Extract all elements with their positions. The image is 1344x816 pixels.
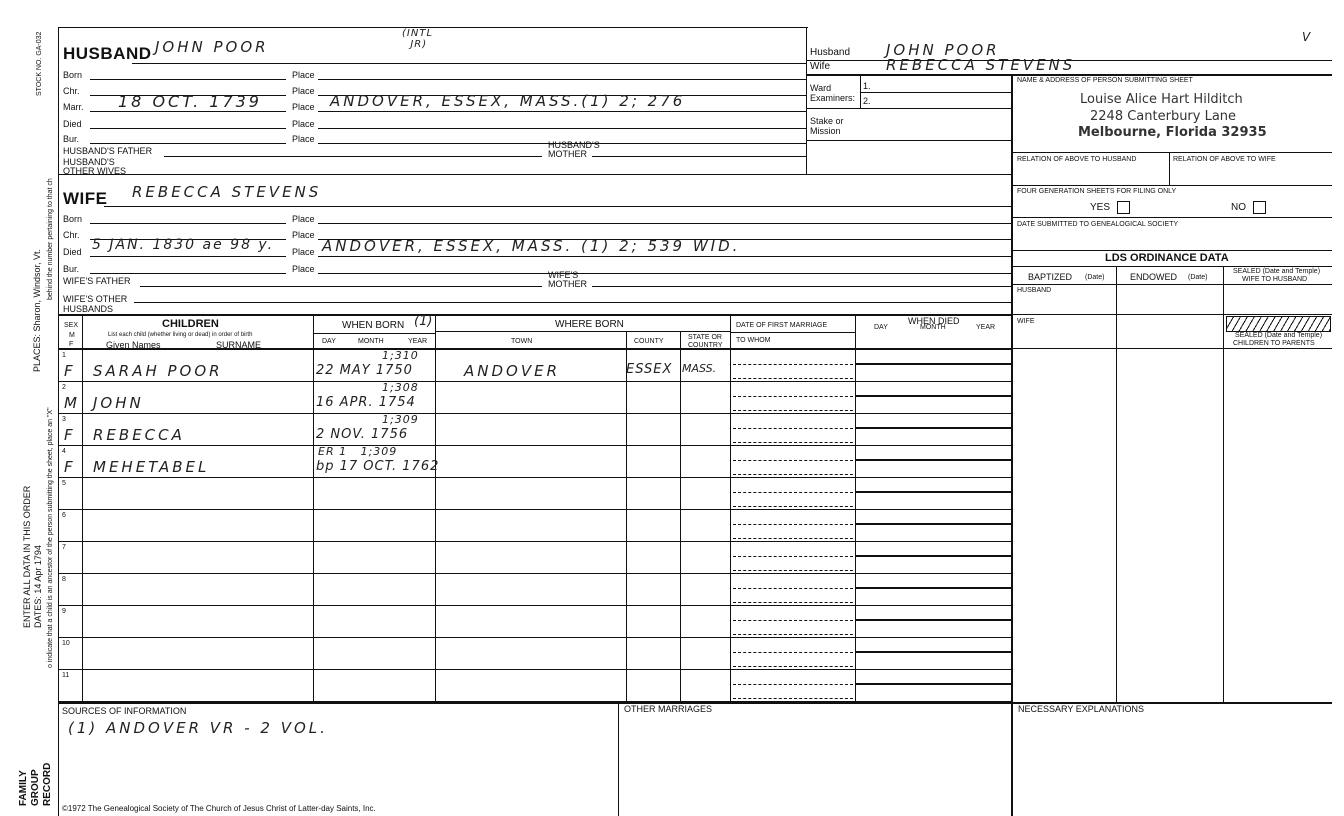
- child-row-number: 6: [62, 512, 66, 519]
- wife-mother-line: [592, 286, 1012, 287]
- child-row-number: 1: [62, 352, 66, 359]
- header-wife-value: REBECCA STEVENS: [886, 56, 1076, 74]
- submitter-line2: 2248 Canterbury Lane: [1090, 109, 1237, 124]
- relation-bottom: [1011, 185, 1332, 186]
- children-subheading: List each child (whether living or dead) in order of birth: [108, 332, 253, 338]
- no-label: NO: [1231, 202, 1246, 213]
- wife-born-place-label: Place: [292, 214, 315, 224]
- when-born-source-mark: (1): [414, 314, 433, 329]
- husband-died-place-label: Place: [292, 119, 315, 129]
- child-source-ref: ER 1 1;309: [318, 445, 398, 458]
- child-sex: F: [64, 362, 73, 380]
- yes-label: YES: [1090, 202, 1111, 213]
- other-marriages-divider: [618, 702, 619, 816]
- col-town-right: [626, 331, 627, 702]
- child-died-line: [855, 363, 1012, 365]
- when-born-sub-line: [313, 333, 435, 334]
- examiners-bottom: [806, 108, 1012, 109]
- husband-chr-place-label: Place: [292, 86, 315, 96]
- baptized-date-label: (Date): [1085, 274, 1105, 281]
- husband-section-bottom: [58, 174, 1012, 175]
- child-to-whom-line: [733, 602, 853, 603]
- child-marriage-date-line: [733, 428, 853, 429]
- wife-bur-date-line: [90, 273, 286, 274]
- copyright: ©1972 The Genealogical Society of The Church of Jesus Christ of Latter-day Saints, Inc.: [62, 804, 376, 813]
- child-to-whom-line: [733, 538, 853, 539]
- examiner-1: 1.: [863, 81, 871, 91]
- submitter-heading: NAME & ADDRESS OF PERSON SUBMITTING SHEET: [1017, 77, 1193, 84]
- first-marriage-sub-line: [730, 332, 856, 333]
- surname-label: SURNAME: [216, 340, 262, 350]
- child-to-whom-line: [733, 634, 853, 635]
- wife-name-line: [104, 206, 1012, 207]
- ward-label: Ward: [810, 83, 832, 93]
- child-row-bottom: [58, 605, 1012, 606]
- child-row-number: 5: [62, 480, 66, 487]
- header-husband-label: Husband: [810, 47, 851, 58]
- wife-chr-label: Chr.: [63, 230, 80, 240]
- wife-heading: WIFE: [63, 189, 108, 208]
- child-name: MEHETABEL: [93, 458, 210, 476]
- child-marriage-date-line: [733, 588, 853, 589]
- child-to-whom-line: [733, 410, 853, 411]
- behind-number-note: behind the number pertaining to that ch: [47, 178, 54, 300]
- husband-heading: HUSBAND: [63, 44, 152, 63]
- child-source-ref: 1;308: [382, 381, 419, 394]
- form-left-border: [58, 27, 59, 816]
- husband-marr-place: ANDOVER, ESSEX, MASS.(1) 2; 276: [330, 92, 686, 110]
- examiner-2: 2.: [863, 96, 871, 106]
- when-born-label: WHEN BORN: [342, 320, 405, 331]
- endowed-date-label: (Date): [1188, 274, 1208, 281]
- child-row-bottom: [58, 413, 1012, 414]
- husband-died-label: Died: [63, 119, 82, 129]
- child-row-bottom: [58, 381, 1012, 382]
- husband-born-date-line: [90, 79, 286, 80]
- lds-hatched-cell: [1226, 316, 1331, 332]
- husband-name-line: [132, 63, 806, 64]
- child-row-number: 8: [62, 576, 66, 583]
- died-day-label: DAY: [874, 324, 888, 331]
- relation-divider: [1169, 152, 1170, 185]
- husband-name-annotation: (INTL JR): [402, 28, 434, 50]
- husband-other-wives-label-1: HUSBAND'S: [63, 157, 115, 167]
- husband-other-wives-label-2: OTHER WIVES: [63, 166, 127, 176]
- col-state-right: [730, 314, 731, 702]
- child-row-bottom: [58, 445, 1012, 446]
- child-to-whom-line: [733, 442, 853, 443]
- husband-born-place-line: [318, 79, 806, 80]
- wife-father-label: WIFE'S FATHER: [63, 276, 131, 286]
- child-died-line: [855, 395, 1012, 397]
- relation-husband-label: RELATION OF ABOVE TO HUSBAND: [1017, 156, 1137, 163]
- lds-header-bottom: [1011, 284, 1332, 285]
- stake-label: Stake or: [810, 116, 844, 126]
- date-submitted-label: DATE SUBMITTED TO GENEALOGICAL SOCIETY: [1017, 221, 1179, 228]
- examiner-1-line: [860, 92, 1012, 93]
- header-husband-value: JOHN POOR: [886, 41, 1000, 59]
- wife-died-place-label: Place: [292, 247, 315, 257]
- child-town: ANDOVER: [464, 362, 560, 380]
- enter-data-note: ENTER ALL DATA IN THIS ORDER: [22, 485, 32, 628]
- stock-number: STOCK NO. GA-032: [36, 31, 43, 96]
- sources-value: (1) ANDOVER VR - 2 VOL.: [68, 719, 328, 737]
- child-died-line: [855, 523, 1012, 525]
- examiners-label: Examiners:: [810, 93, 856, 103]
- submitter-line3: Melbourne, Florida 32935: [1078, 125, 1267, 140]
- child-marriage-date-line: [733, 460, 853, 461]
- sealed-wife-label-2: WIFE TO HUSBAND: [1242, 276, 1308, 283]
- wife-mother-label-1: WIFE'S: [548, 270, 579, 280]
- mission-label: Mission: [810, 126, 841, 136]
- child-marriage-date-line: [733, 364, 853, 365]
- submitter-line1: Louise Alice Hart Hilditch: [1080, 92, 1243, 107]
- child-row-bottom: [58, 541, 1012, 542]
- child-to-whom-line: [733, 506, 853, 507]
- died-year-label: YEAR: [976, 324, 996, 331]
- sex-label: SEX: [64, 322, 79, 329]
- child-name: JOHN: [93, 394, 144, 412]
- wife-born-label: Born: [63, 214, 83, 224]
- relation-wife-label: RELATION OF ABOVE TO WIFE: [1173, 156, 1276, 163]
- child-row-number: 4: [62, 448, 66, 455]
- col-sex-right: [82, 314, 83, 702]
- husband-born-label: Born: [63, 70, 83, 80]
- wife-other-husbands-line: [134, 302, 1012, 303]
- husband-mother-line: [592, 156, 806, 157]
- header-wife-label: Wife: [810, 61, 830, 72]
- wife-chr-place-label: Place: [292, 230, 315, 240]
- husband-marr-place-line: [318, 111, 806, 112]
- four-gen-bottom: [1011, 217, 1332, 218]
- husband-died-place-line: [318, 128, 806, 129]
- child-sex: F: [64, 426, 73, 444]
- child-marriage-date-line: [733, 652, 853, 653]
- child-to-whom-line: [733, 666, 853, 667]
- sealed-wife-label-1: SEALED (Date and Temple): [1233, 268, 1321, 275]
- child-row-number: 11: [62, 672, 70, 679]
- child-row-number: 2: [62, 384, 66, 391]
- child-born-date: 22 MAY 1750: [316, 363, 413, 378]
- died-month-label: MONTH: [920, 324, 946, 331]
- lds-husband-row-bottom: [1011, 314, 1332, 315]
- lds-wife-label: WIFE: [1017, 318, 1035, 325]
- form-title-group: GROUP: [30, 769, 41, 806]
- baptized-label: BAPTIZED: [1028, 272, 1073, 282]
- wife-other-husbands-label-2: HUSBANDS: [63, 304, 114, 314]
- husband-bur-date-line: [90, 143, 286, 144]
- form-title-family: FAMILY: [18, 770, 29, 806]
- lds-title: LDS ORDINANCE DATA: [1105, 252, 1229, 264]
- husband-mother-label-2: MOTHER: [548, 149, 587, 159]
- born-month-label: MONTH: [358, 338, 384, 345]
- yes-checkbox[interactable]: [1117, 201, 1130, 214]
- child-row-number: 9: [62, 608, 66, 615]
- child-marriage-date-line: [733, 524, 853, 525]
- sealed-child-label-2: CHILDREN TO PARENTS: [1233, 340, 1315, 347]
- born-year-label: YEAR: [408, 338, 428, 345]
- to-whom-label: TO WHOM: [736, 337, 771, 344]
- ancestor-instruction: o indicate that a child is an ancestor of the person submitting the sheet, place an "X": [47, 407, 54, 668]
- child-row-number: 7: [62, 544, 66, 551]
- child-sex: F: [64, 458, 73, 476]
- wife-name: REBECCA STEVENS: [132, 183, 322, 201]
- sex-f-label: F: [69, 341, 74, 348]
- child-name: SARAH POOR: [93, 362, 223, 380]
- child-row-number: 10: [62, 640, 70, 647]
- endowed-label: ENDOWED: [1130, 272, 1177, 282]
- children-heading: CHILDREN: [162, 318, 219, 330]
- wife-died-date: 5 JAN. 1830 ae 98 y.: [92, 237, 275, 253]
- child-born-date: 2 NOV. 1756: [316, 427, 409, 442]
- child-to-whom-line: [733, 474, 853, 475]
- lds-husband-label: HUSBAND: [1017, 287, 1052, 294]
- when-died-label: WHEN DIED: [908, 316, 960, 326]
- child-died-line: [855, 587, 1012, 589]
- children-header-bottom: [58, 348, 1012, 350]
- no-checkbox[interactable]: [1253, 201, 1266, 214]
- child-row-number: 3: [62, 416, 66, 423]
- given-names-label: Given Names: [106, 340, 161, 350]
- wife-died-date-line: [90, 256, 286, 257]
- child-row-bottom: [58, 509, 1012, 510]
- husband-mother-label-1: HUSBAND'S: [548, 140, 600, 150]
- born-day-label: DAY: [322, 338, 336, 345]
- stake-bottom: [806, 140, 1012, 141]
- husband-marr-place-label: Place: [292, 102, 315, 112]
- child-died-line: [855, 491, 1012, 493]
- sex-m-label: M: [69, 332, 75, 339]
- child-row-bottom: [58, 477, 1012, 478]
- state-label-1: STATE OR: [688, 334, 722, 341]
- places-note: PLACES: Sharon, Windsor, Vt.: [32, 248, 42, 372]
- sources-label: SOURCES OF INFORMATION: [62, 706, 187, 716]
- header-wife-line: [806, 74, 1332, 76]
- col-county-right: [680, 331, 681, 702]
- first-marriage-label: DATE OF FIRST MARRIAGE: [736, 322, 828, 329]
- child-to-whom-line: [733, 570, 853, 571]
- child-county: ESSEX: [626, 362, 673, 377]
- husband-born-place-label: Place: [292, 70, 315, 80]
- other-marriages-label: OTHER MARRIAGES: [624, 704, 713, 714]
- date-submitted-bottom: [1011, 250, 1332, 251]
- child-died-line: [855, 555, 1012, 557]
- dates-note: DATES: 14 Apr 1794: [33, 545, 43, 628]
- child-marriage-date-line: [733, 620, 853, 621]
- husband-father-line: [164, 156, 542, 157]
- child-source-ref: 1;310: [382, 349, 419, 362]
- child-born-date: 16 APR. 1754: [316, 395, 416, 410]
- husband-bur-place-label: Place: [292, 134, 315, 144]
- wife-section-bottom: [58, 314, 1012, 316]
- wife-bur-label: Bur.: [63, 264, 80, 274]
- header-box-left-border: [806, 27, 807, 174]
- child-to-whom-line: [733, 378, 853, 379]
- lds-col-divider-2: [1223, 266, 1224, 702]
- wife-born-date-line: [90, 223, 286, 224]
- child-died-line: [855, 427, 1012, 429]
- state-label-2: COUNTRY: [688, 342, 723, 349]
- child-marriage-date-line: [733, 396, 853, 397]
- husband-bur-label: Bur.: [63, 134, 80, 144]
- col-marriage-right: [855, 314, 856, 702]
- form-title-record: RECORD: [42, 762, 53, 806]
- wife-mother-label-2: MOTHER: [548, 279, 587, 289]
- husband-father-label: HUSBAND'S FATHER: [63, 146, 153, 156]
- wife-bur-place-line: [318, 273, 1012, 274]
- husband-marr-date: 18 OCT. 1739: [118, 92, 262, 111]
- child-marriage-date-line: [733, 556, 853, 557]
- husband-chr-label: Chr.: [63, 86, 80, 96]
- lds-col-divider-1: [1116, 266, 1117, 702]
- child-sex: M: [64, 394, 77, 412]
- child-name: REBECCA: [93, 426, 185, 444]
- child-to-whom-line: [733, 698, 853, 699]
- where-born-label: WHERE BORN: [555, 319, 624, 330]
- county-label: COUNTY: [634, 338, 664, 345]
- child-row-bottom: [58, 637, 1012, 638]
- child-died-line: [855, 619, 1012, 621]
- child-died-line: [855, 651, 1012, 653]
- four-gen-label: FOUR GENERATION SHEETS FOR FILING ONLY: [1017, 188, 1177, 195]
- wife-died-label: Died: [63, 247, 82, 257]
- wife-born-place-line: [318, 223, 1012, 224]
- wife-father-line: [140, 286, 542, 287]
- submitter-bottom: [1011, 152, 1332, 153]
- child-row-bottom: [58, 669, 1012, 670]
- col-born-right: [435, 314, 436, 702]
- lds-title-bottom: [1011, 266, 1332, 267]
- child-marriage-date-line: [733, 684, 853, 685]
- town-label: TOWN: [511, 338, 533, 345]
- wife-died-place-line: [318, 256, 1012, 257]
- wife-other-husbands-label-1: WIFE'S OTHER: [63, 294, 128, 304]
- sealed-child-label-1: SEALED (Date and Temple): [1235, 332, 1323, 339]
- wife-bur-place-label: Place: [292, 264, 315, 274]
- child-died-line: [855, 459, 1012, 461]
- husband-name: JOHN POOR: [155, 38, 269, 56]
- where-born-sub-line: [435, 331, 730, 332]
- col-children-right: [313, 314, 314, 702]
- wife-died-place: ANDOVER, ESSEX, MASS. (1) 2; 539 WID.: [322, 237, 741, 255]
- explanations-label: NECESSARY EXPLANATIONS: [1018, 704, 1145, 714]
- child-died-line: [855, 683, 1012, 685]
- husband-died-date-line: [90, 128, 286, 129]
- child-marriage-date-line: [733, 492, 853, 493]
- child-source-ref: 1;309: [382, 413, 419, 426]
- lds-wife-row-bottom: [1011, 348, 1332, 349]
- child-row-bottom: [58, 573, 1012, 574]
- corner-check-mark: V: [1302, 30, 1311, 44]
- husband-marr-date-line: [90, 111, 286, 112]
- child-state: MASS.: [682, 362, 717, 375]
- child-born-date: bp 17 OCT. 1762: [316, 459, 440, 474]
- husband-marr-label: Marr.: [63, 102, 84, 112]
